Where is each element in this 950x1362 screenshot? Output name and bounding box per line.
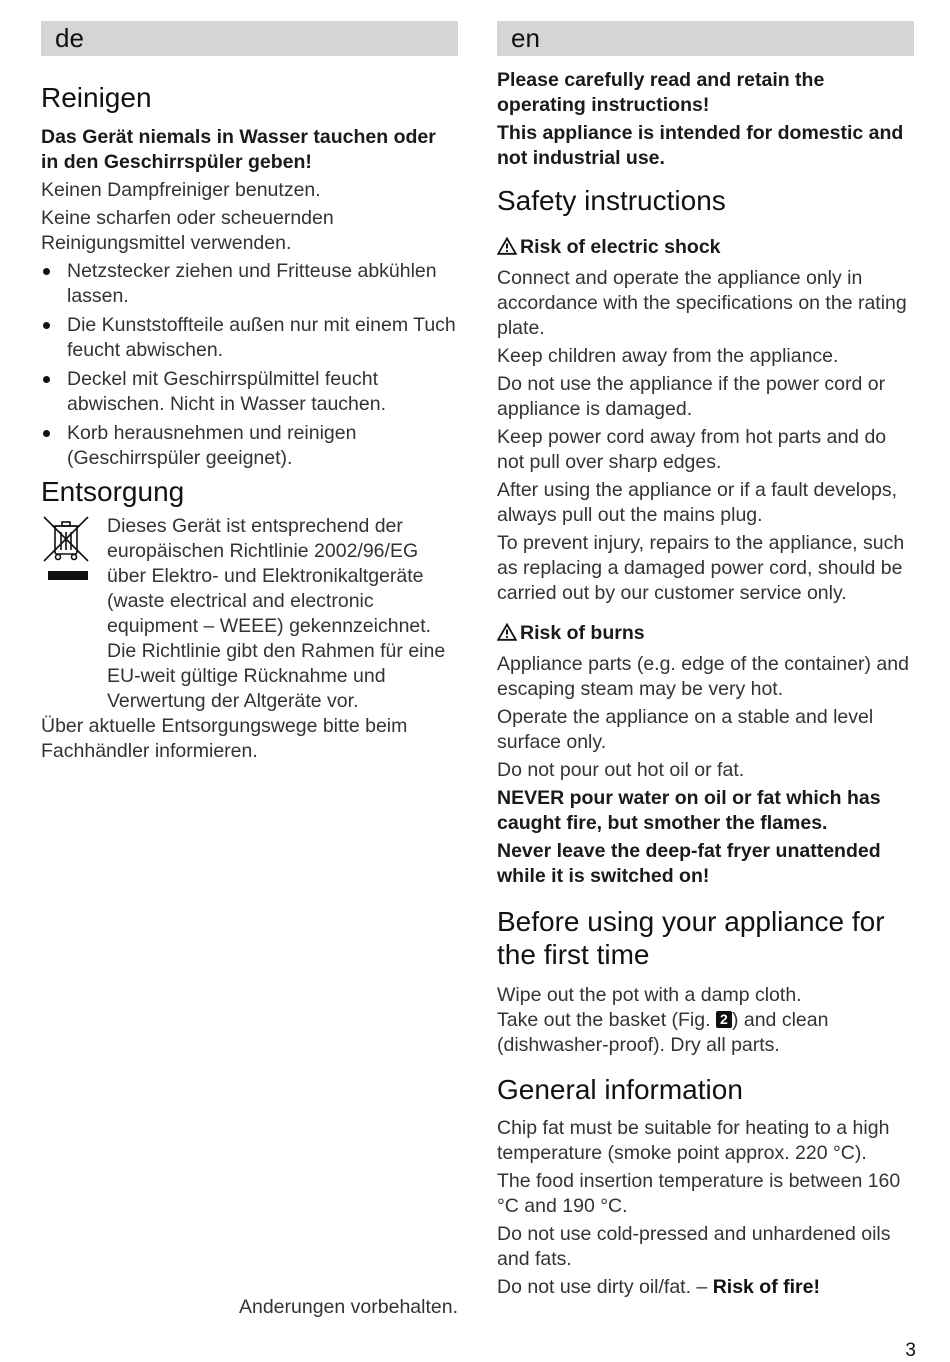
cleaning-note-abrasive: Keine scharfen oder scheuernden Reinigungsmittel verwenden. [41,207,334,254]
german-column [41,21,458,767]
weee-bin-icon [41,514,107,714]
shock-instruction: Connect and operate the appliance only in accordance with the specifications on the rating plate. [497,267,907,339]
heading-entsorgung: Entsorgung [41,476,185,507]
first-time-basket-text-a: Take out the basket (Fig. [497,1009,711,1031]
first-time-basket [497,1008,914,1058]
heading-first-time: Before using your appliance for the first time [497,906,885,970]
heading-reinigen: Reinigen [41,82,152,113]
page-number: 3 [905,1340,916,1361]
burns-warning-unattended: Never leave the deep-fat fryer unattended while it is switched on! [497,840,881,887]
cleaning-steps [41,259,458,471]
weee-text: Dieses Gerät ist entsprechend der europäischen Richtlinie 2002/96/EG über Elektro- und Elektronikaltgeräte (waste electrical and electronic equipment – WEEE) gekennzeichnet. Die Richtlinie gibt den Rahmen für eine EU-weit gültige Rücknahme und Verwertung der Altgeräte vor. [107,515,446,712]
heading-electric-shock-text: Risk of electric shock [520,236,721,258]
cleaning-step: Korb herausnehmen und reinigen (Geschirrspüler geeignet). [41,421,458,471]
dirty-oil-text: Do not use dirty oil/fat. – [497,1276,708,1298]
burns-instruction: Operate the appliance on a stable and level surface only. [497,706,874,753]
shock-instruction: Do not use the appliance if the power cord or appliance is damaged. [497,373,886,420]
general-info-dirty-oil [497,1275,914,1300]
intro-read-instructions: Please carefully read and retain the operating instructions! [497,69,825,116]
heading-electric-shock [497,235,914,262]
heading-general-information: General information [497,1074,743,1105]
language-bar-de: de [41,21,458,56]
english-column [497,21,914,1303]
burns-instruction: Do not pour out hot oil or fat. [497,759,745,781]
shock-instruction: Keep children away from the appliance. [497,345,839,367]
first-time-basket-text-b: ) and clean (dishwasher-proof). Dry all parts. [497,1009,829,1056]
general-info: Do not use cold-pressed and unhardened oils and fats. [497,1223,891,1270]
cleaning-step: Netzstecker ziehen und Fritteuse abkühlen lassen. [41,259,458,309]
intro-domestic-use: This appliance is intended for domestic and not industrial use. [497,122,904,169]
cleaning-step: Deckel mit Geschirrspülmittel feucht abwischen. Nicht in Wasser tauchen. [41,367,458,417]
footer-note: Anderungen vorbehalten. [238,1296,458,1318]
cleaning-step: Die Kunststoffteile außen nur mit einem Tuch feucht abwischen. [41,313,458,363]
figure-reference-badge: 2 [716,1011,732,1028]
shock-instruction: After using the appliance or if a fault develops, always pull out the mains plug. [497,479,897,526]
general-info: The food insertion temperature is between 160 °C and 190 °C. [497,1170,901,1217]
burns-instruction: Appliance parts (e.g. edge of the container) and escaping steam may be very hot. [497,653,909,700]
risk-of-fire-text: Risk of fire! [712,1276,820,1298]
disposal-info: Über aktuelle Entsorgungswege bitte beim Fachhändler informieren. [41,715,408,762]
cleaning-warning: Das Gerät niemals in Wasser tauchen oder in den Geschirrspüler geben! [41,126,436,173]
language-bar-en: en [497,21,914,56]
shock-instruction: Keep power cord away from hot parts and do not pull over sharp edges. [497,426,887,473]
warning-triangle-icon [497,237,517,262]
shock-instruction: To prevent injury, repairs to the appliance, such as replacing a damaged power cord, should be carried out by our customer service only. [497,532,905,604]
burns-warning-water: NEVER pour water on oil or fat which has caught fire, but smother the flames. [497,787,881,834]
cleaning-note-steam: Keinen Dampfreiniger benutzen. [41,179,321,201]
heading-safety-instructions: Safety instructions [497,185,726,216]
general-info: Chip fat must be suitable for heating to a high temperature (smoke point approx. 220 °C). [497,1117,890,1164]
weee-block [41,514,458,714]
heading-burns [497,621,914,648]
heading-burns-text: Risk of burns [520,622,645,644]
warning-triangle-icon [497,623,517,648]
first-time-wipe: Wipe out the pot with a damp cloth. [497,984,802,1006]
